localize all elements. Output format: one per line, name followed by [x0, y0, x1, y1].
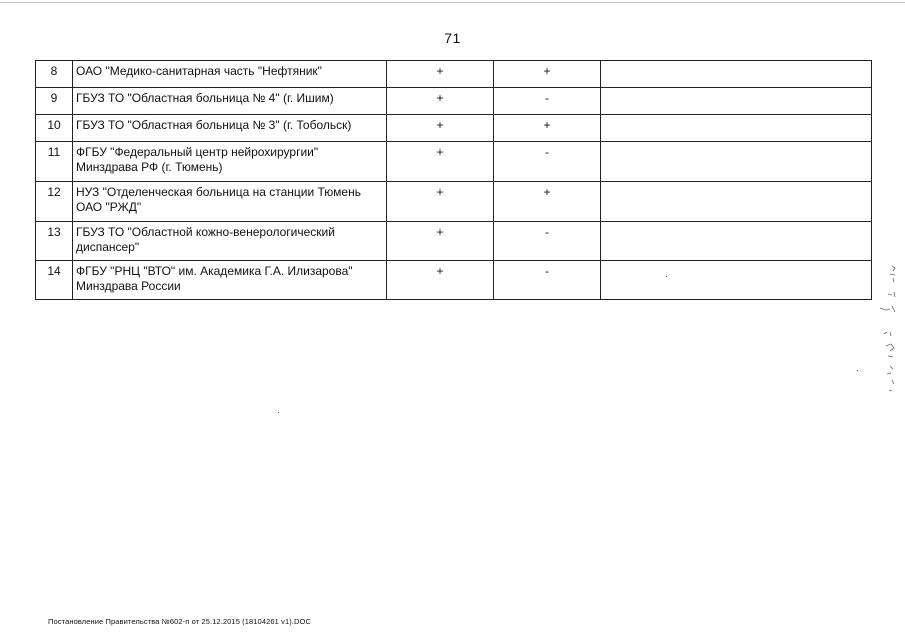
row-number: 13 — [36, 222, 73, 261]
cell-col-c — [601, 115, 872, 142]
hospital-table — [35, 60, 872, 300]
cell-col-b: + — [494, 115, 601, 142]
cell-col-a: + — [387, 88, 494, 115]
table-row — [36, 222, 872, 261]
scan-speck — [666, 276, 667, 277]
cell-col-b: - — [494, 222, 601, 261]
row-number: 8 — [36, 61, 73, 88]
cell-col-c — [601, 142, 872, 182]
cell-col-c — [601, 222, 872, 261]
organization-name: ОАО "Медико-санитарная часть "Нефтяник" — [73, 61, 387, 88]
margin-scan-marks — [870, 262, 900, 402]
cell-col-a: + — [387, 222, 494, 261]
table-row — [36, 142, 872, 182]
cell-col-a: + — [387, 115, 494, 142]
page-number: 71 — [444, 30, 461, 46]
table-row — [36, 61, 872, 88]
cell-col-b: - — [494, 261, 601, 300]
cell-col-a: + — [387, 261, 494, 300]
organization-name: ГБУЗ ТО "Областная больница № 3" (г. Тобольск) — [73, 115, 387, 142]
cell-col-a: + — [387, 142, 494, 182]
cell-col-c — [601, 261, 872, 300]
row-number: 14 — [36, 261, 73, 300]
row-number: 12 — [36, 182, 73, 222]
row-number: 9 — [36, 88, 73, 115]
organization-name: НУЗ "Отделенческая больница на станции Тюмень ОАО "РЖД" — [73, 182, 387, 222]
footer-document-ref: Постановление Правительства №602-п от 25.12.2015 (18104261 v1).DOC — [48, 617, 311, 626]
organization-name: ФГБУ "РНЦ "ВТО" им. Академика Г.А. Илизарова" Минздрава России — [73, 261, 387, 300]
cell-col-c — [601, 182, 872, 222]
cell-col-a: + — [387, 61, 494, 88]
table-row — [36, 261, 872, 300]
table-row — [36, 88, 872, 115]
scan-speck — [278, 412, 279, 413]
organization-name: ГБУЗ ТО "Областная больница № 4" (г. Ишим) — [73, 88, 387, 115]
scan-speck — [857, 370, 858, 371]
cell-col-c — [601, 88, 872, 115]
cell-col-a: + — [387, 182, 494, 222]
organization-name: ФГБУ "Федеральный центр нейрохирургии" Минздрава РФ (г. Тюмень) — [73, 142, 387, 182]
organization-name: ГБУЗ ТО "Областной кожно-венерологический диспансер" — [73, 222, 387, 261]
cell-col-b: - — [494, 142, 601, 182]
table-row — [36, 115, 872, 142]
row-number: 11 — [36, 142, 73, 182]
table-row — [36, 182, 872, 222]
cell-col-b: + — [494, 61, 601, 88]
top-rule — [0, 2, 905, 3]
cell-col-b: + — [494, 182, 601, 222]
cell-col-b: - — [494, 88, 601, 115]
cell-col-c — [601, 61, 872, 88]
row-number: 10 — [36, 115, 73, 142]
